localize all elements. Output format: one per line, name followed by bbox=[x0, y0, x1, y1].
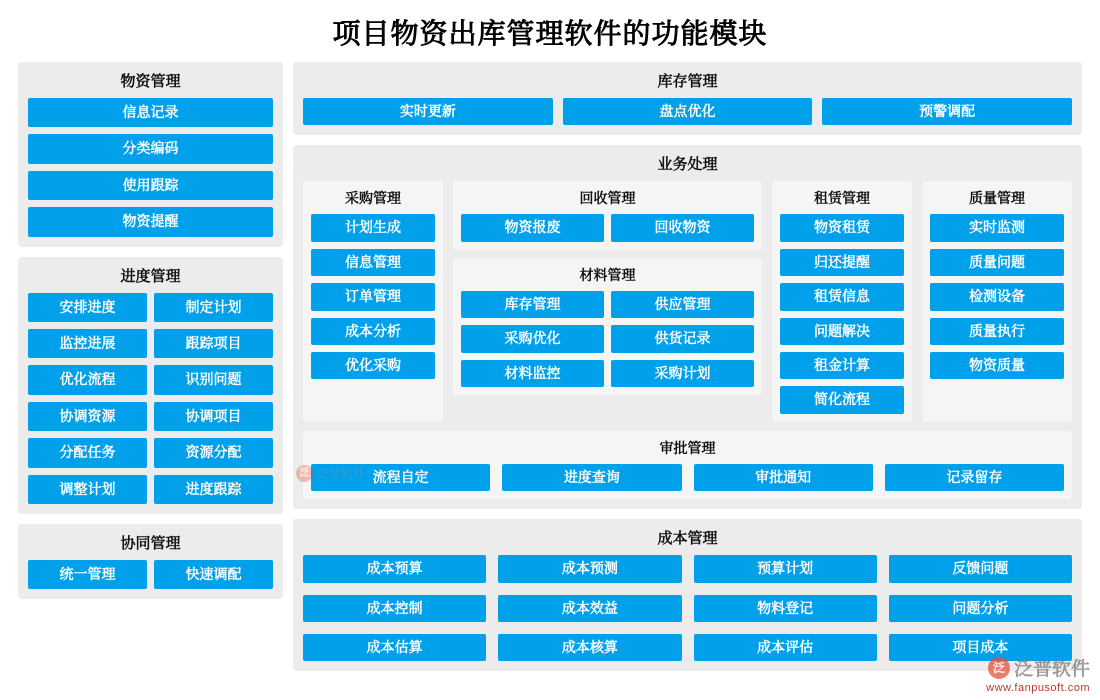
subpanel-title-approval: 审批管理 bbox=[659, 439, 716, 456]
module-button[interactable]: 反馈问题 bbox=[889, 555, 1072, 582]
module-button[interactable]: 物资报废 bbox=[461, 214, 604, 241]
module-button[interactable]: 成本分析 bbox=[311, 318, 435, 345]
panel-progress-management bbox=[18, 257, 283, 514]
module-button[interactable]: 分配任务 bbox=[28, 438, 147, 467]
diagram-layout bbox=[0, 62, 1100, 680]
collaboration-items bbox=[28, 560, 273, 589]
materials-items bbox=[28, 98, 273, 237]
module-button[interactable]: 成本预测 bbox=[498, 555, 681, 582]
module-button[interactable]: 使用跟踪 bbox=[28, 171, 273, 200]
module-button[interactable]: 成本效益 bbox=[498, 595, 681, 622]
module-button[interactable]: 供货记录 bbox=[611, 325, 754, 352]
module-button[interactable]: 项目成本 bbox=[889, 634, 1072, 661]
module-button[interactable]: 回收物资 bbox=[611, 214, 754, 241]
purchase-items bbox=[311, 214, 435, 379]
panel-title-inventory: 库存管理 bbox=[657, 73, 718, 90]
module-button[interactable]: 物料登记 bbox=[694, 595, 877, 622]
panel-business-processing bbox=[293, 145, 1082, 509]
module-button[interactable]: 分类编码 bbox=[28, 134, 273, 163]
inventory-items bbox=[303, 98, 1072, 125]
module-button[interactable]: 物资提醒 bbox=[28, 207, 273, 236]
module-button[interactable]: 质量问题 bbox=[930, 249, 1064, 276]
module-button[interactable]: 归还提醒 bbox=[780, 249, 904, 276]
lease-items bbox=[780, 214, 904, 413]
module-button[interactable]: 检测设备 bbox=[930, 283, 1064, 310]
subpanel-title-quality: 质量管理 bbox=[969, 190, 1025, 207]
panel-cost-management bbox=[293, 519, 1082, 671]
cost-items bbox=[303, 555, 1072, 661]
brand-name: 泛普软件 bbox=[1013, 659, 1090, 680]
module-button[interactable]: 物资租赁 bbox=[780, 214, 904, 241]
module-button[interactable]: 安排进度 bbox=[28, 293, 147, 322]
module-button[interactable]: 盘点优化 bbox=[563, 98, 813, 125]
module-button[interactable]: 跟踪项目 bbox=[154, 329, 273, 358]
module-button[interactable]: 协调资源 bbox=[28, 402, 147, 431]
module-button[interactable]: 租赁信息 bbox=[780, 283, 904, 310]
progress-items bbox=[28, 293, 273, 504]
module-button[interactable]: 库存管理 bbox=[461, 291, 604, 318]
module-button[interactable]: 租金计算 bbox=[780, 352, 904, 379]
module-button[interactable]: 实时更新 bbox=[303, 98, 553, 125]
module-button[interactable]: 优化采购 bbox=[311, 352, 435, 379]
module-button[interactable]: 调整计划 bbox=[28, 475, 147, 504]
subpanel-material-management bbox=[453, 258, 762, 395]
subpanel-quality-management bbox=[922, 181, 1072, 421]
module-button[interactable]: 预算计划 bbox=[694, 555, 877, 582]
module-button[interactable]: 实时监测 bbox=[930, 214, 1064, 241]
module-button[interactable]: 资源分配 bbox=[154, 438, 273, 467]
module-button[interactable]: 统一管理 bbox=[28, 560, 147, 589]
subpanel-title-material: 材料管理 bbox=[579, 266, 636, 283]
panel-title-business: 业务处理 bbox=[657, 156, 718, 174]
left-column bbox=[18, 62, 283, 680]
module-button[interactable]: 成本核算 bbox=[498, 634, 681, 661]
module-button[interactable]: 识别问题 bbox=[154, 365, 273, 394]
material-items bbox=[461, 291, 754, 387]
module-button[interactable]: 流程自定 bbox=[311, 464, 490, 491]
module-button[interactable]: 材料监控 bbox=[461, 360, 604, 387]
panel-title-progress: 进度管理 bbox=[120, 267, 181, 285]
module-button[interactable]: 成本估算 bbox=[303, 634, 486, 661]
module-button[interactable]: 计划生成 bbox=[311, 214, 435, 241]
panel-materials-management bbox=[18, 62, 283, 247]
module-button[interactable]: 成本控制 bbox=[303, 595, 486, 622]
module-button[interactable]: 快速调配 bbox=[154, 560, 273, 589]
module-button[interactable]: 预警调配 bbox=[822, 98, 1072, 125]
module-button[interactable]: 审批通知 bbox=[694, 464, 873, 491]
subpanel-purchase-management bbox=[303, 181, 443, 421]
business-middle-column bbox=[453, 181, 762, 421]
subpanel-title-purchase: 采购管理 bbox=[345, 190, 401, 207]
module-button[interactable]: 进度查询 bbox=[502, 464, 681, 491]
watermark-center-text: 泛普软件 bbox=[317, 467, 366, 481]
brand-logo-icon: 泛 bbox=[988, 657, 1010, 679]
module-button[interactable]: 记录留存 bbox=[885, 464, 1064, 491]
watermark-logo-icon: 泛 bbox=[296, 465, 313, 482]
panel-title-cost: 成本管理 bbox=[657, 530, 718, 548]
subpanel-title-recycle: 回收管理 bbox=[579, 190, 636, 207]
module-button[interactable]: 成本预算 bbox=[303, 555, 486, 582]
module-button[interactable]: 物资质量 bbox=[930, 352, 1064, 379]
page-title: 项目物资出库管理软件的功能模块 bbox=[332, 18, 768, 49]
module-button[interactable]: 问题分析 bbox=[889, 595, 1072, 622]
panel-collaboration-management bbox=[18, 524, 283, 599]
module-button[interactable]: 订单管理 bbox=[311, 283, 435, 310]
recycle-items bbox=[461, 214, 754, 241]
module-button[interactable]: 监控进展 bbox=[28, 329, 147, 358]
brand-url: www.fanpusoft.com bbox=[986, 682, 1090, 694]
module-button[interactable]: 进度跟踪 bbox=[154, 475, 273, 504]
panel-title-collaboration: 协同管理 bbox=[120, 534, 181, 552]
module-button[interactable]: 采购优化 bbox=[461, 325, 604, 352]
module-button[interactable]: 质量执行 bbox=[930, 318, 1064, 345]
module-button[interactable]: 制定计划 bbox=[154, 293, 273, 322]
panel-title-materials: 物资管理 bbox=[120, 73, 181, 90]
subpanel-title-lease: 租赁管理 bbox=[814, 190, 870, 207]
subpanel-approval-management bbox=[303, 431, 1072, 499]
module-button[interactable]: 信息管理 bbox=[311, 249, 435, 276]
module-button[interactable]: 供应管理 bbox=[611, 291, 754, 318]
module-button[interactable]: 问题解决 bbox=[780, 318, 904, 345]
business-columns bbox=[303, 181, 1072, 421]
subpanel-recycle-management bbox=[453, 181, 762, 249]
approval-items bbox=[311, 464, 1064, 491]
quality-items bbox=[930, 214, 1064, 379]
subpanel-lease-management bbox=[772, 181, 912, 421]
module-button[interactable]: 采购计划 bbox=[611, 360, 754, 387]
module-button[interactable]: 成本评估 bbox=[694, 634, 877, 661]
module-button[interactable]: 优化流程 bbox=[28, 365, 147, 394]
module-button[interactable]: 信息记录 bbox=[28, 98, 273, 127]
module-button[interactable]: 简化流程 bbox=[780, 386, 904, 413]
panel-inventory-management bbox=[293, 62, 1082, 135]
module-button[interactable]: 协调项目 bbox=[154, 402, 273, 431]
right-column bbox=[293, 62, 1082, 680]
